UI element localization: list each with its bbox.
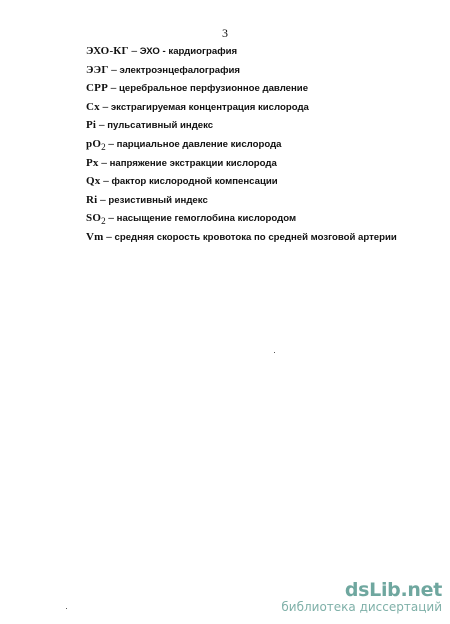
- watermark-subtitle: библиотека диссертаций: [281, 600, 442, 614]
- abbreviation-row: [86, 154, 442, 173]
- abbreviation-separator: –: [128, 45, 140, 57]
- abbreviation-definition: экстрагируемая концентрация кислорода: [110, 101, 309, 113]
- abbreviation-definition: фактор кислородной компенсации: [111, 176, 278, 188]
- abbreviation-definition: парциальное давление кислорода: [116, 138, 282, 150]
- abbreviation-separator: –: [96, 119, 108, 132]
- abbreviation-separator: –: [107, 82, 119, 95]
- abbreviation-definition: церебральное перфузионное давление: [118, 83, 309, 95]
- abbreviation-row: [86, 116, 442, 135]
- abbreviation-list: [86, 42, 442, 247]
- abbreviation-definition: ЭХО - кардиография: [139, 46, 238, 57]
- abbreviation-separator: –: [108, 63, 120, 76]
- abbreviation-term: ЭЭГ: [86, 63, 109, 76]
- abbreviation-separator: –: [97, 193, 109, 206]
- abbreviation-separator: –: [99, 100, 111, 113]
- abbreviation-definition: пульсативный индекс: [107, 120, 214, 132]
- abbreviation-row: [86, 98, 442, 117]
- abbreviation-row: [86, 42, 442, 61]
- abbreviation-row: [86, 228, 442, 247]
- abbreviation-row: [86, 135, 442, 154]
- abbreviation-term: Cx: [86, 100, 100, 113]
- watermark: [281, 580, 442, 614]
- abbreviation-term: SO: [86, 212, 102, 225]
- abbreviation-definition: средняя скорость кровотока по средней мозговой артерии: [114, 231, 397, 243]
- abbreviation-subscript: 2: [101, 142, 106, 153]
- abbreviation-definition: напряжение экстракции кислорода: [109, 157, 277, 169]
- abbreviation-term: Vm: [86, 230, 104, 243]
- abbreviation-separator: –: [98, 156, 110, 169]
- abbreviation-separator: –: [105, 212, 117, 225]
- abbreviation-definition: электроэнцефалография: [119, 64, 240, 76]
- abbreviation-term: pO: [86, 137, 102, 150]
- abbreviation-definition: насыщение гемоглобина кислородом: [116, 213, 297, 225]
- abbreviation-row: [86, 191, 442, 210]
- abbreviation-term: Ri: [86, 193, 98, 206]
- abbreviation-term: CPP: [86, 82, 108, 95]
- abbreviation-separator: –: [103, 230, 115, 243]
- abbreviation-row: [86, 61, 442, 80]
- abbreviation-definition: резистивный индекс: [108, 194, 208, 206]
- scan-speck: [66, 608, 67, 609]
- abbreviation-row: [86, 79, 442, 98]
- abbreviation-row: [86, 209, 442, 228]
- abbreviation-row: [86, 172, 442, 191]
- abbreviation-term: Pi: [86, 119, 97, 132]
- abbreviation-term: ЭХО-КГ: [86, 45, 129, 57]
- abbreviation-subscript: 2: [101, 216, 106, 227]
- page-number: 3: [222, 26, 228, 40]
- watermark-logo: dsLib.net: [344, 579, 442, 601]
- abbreviation-separator: –: [100, 175, 112, 188]
- scan-speck: [274, 352, 275, 353]
- abbreviation-separator: –: [105, 137, 117, 150]
- abbreviation-term: Qx: [86, 175, 101, 188]
- abbreviation-term: Px: [86, 156, 99, 169]
